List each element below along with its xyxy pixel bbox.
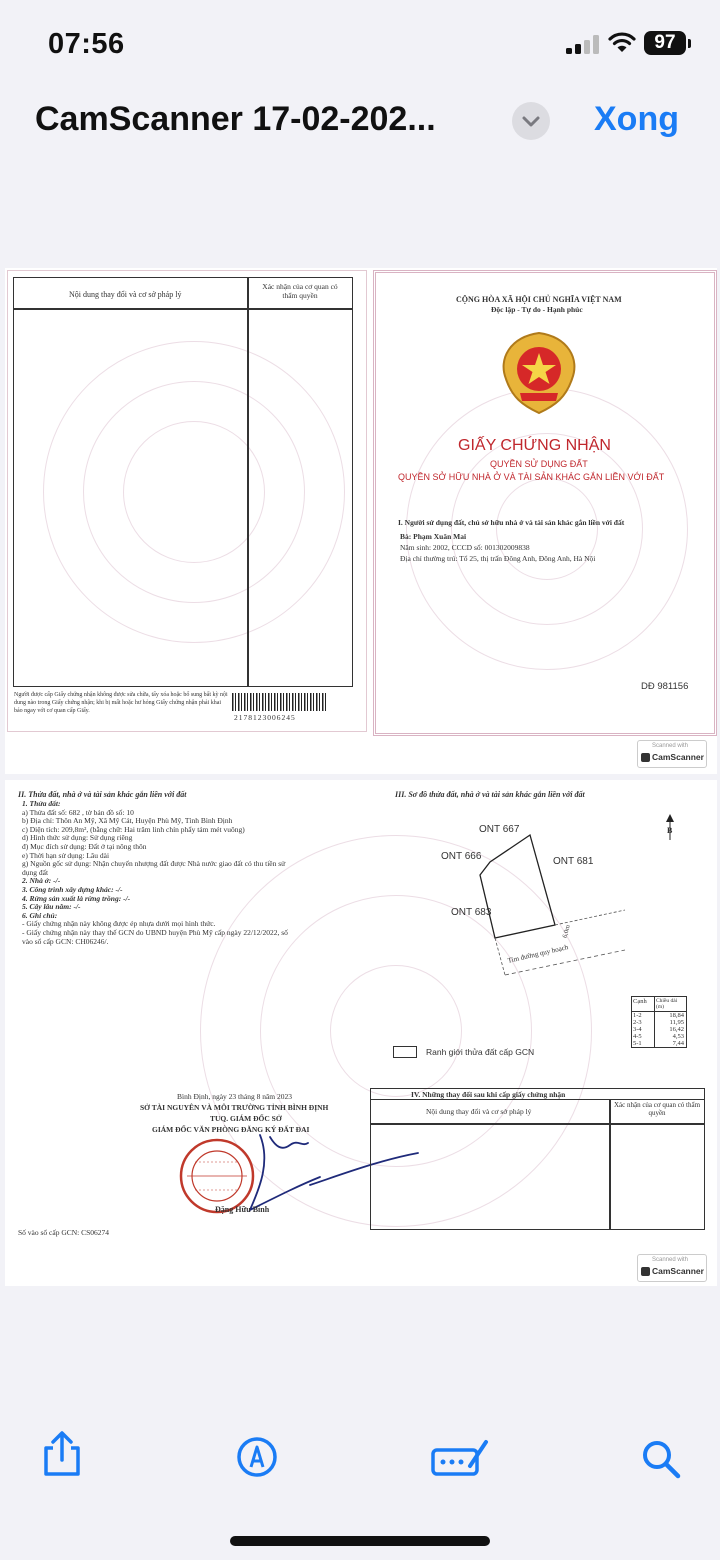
barcode: [232, 693, 327, 711]
changes-table: [13, 277, 353, 687]
search-icon[interactable]: [640, 1438, 682, 1480]
owner-address: Địa chỉ thường trú: Tổ 25, thị trấn Đông Anh, Đông Anh, Hà Nội: [400, 554, 596, 563]
section-i: I. Người sử dụng đất, chủ sở hữu nhà ở và tài sản khác gắn liền với đất: [398, 518, 625, 527]
home-indicator[interactable]: [230, 1536, 490, 1546]
legend-box: [393, 1046, 417, 1058]
section-iv-col1: Nội dung thay đổi và cơ sở pháp lý: [426, 1107, 532, 1116]
page-right-panel: [373, 270, 717, 736]
book-number: Số vào sổ cấp GCN: CS06274: [18, 1228, 110, 1237]
issue-date: Bình Định, ngày 23 tháng 8 năm 2023: [177, 1092, 292, 1101]
section-ii: II. Thửa đất, nhà ở và tài sản khác gắn liền với đất: [18, 790, 187, 799]
col-confirm: Xác nhận của cơ quan có thẩm quyền: [262, 282, 338, 300]
legend-label: Ranh giới thửa đất cấp GCN: [426, 1047, 535, 1057]
parcel-details: 1. Thửa đất: a) Thửa đất số: 682 , tờ bản đồ số: 10 b) Địa chỉ: Thôn An Mỹ, Xã Mỹ Cát, Huyện Phù Mỹ, Tỉnh Bình Định c) Diện tích: 209,8m², (bằng chữ: Hai trăm linh chín phẩy tám mét vuông) d) Hình thức sử dụng: Sử dụng riêng đ) Mục đích sử dụng: Đất ở tại nông thôn e) Thời hạn sử dụng: Lâu dài g) Nguồn gốc sử dụng: Nhận chuyển nhượng đất được Nhà nước giao đất có thu tiền sử dụng đất 2. Nhà ở: -/- 3. Công trình xây dựng khác: -/- 4. Rừng sản xuất là rừng trồng: -/- 5. Cây lâu năm: -/- 6. Ghi chú: - Giấy chứng nhận này không được ép nhựa dưới mọi hình thức. - Giấy chứng nhận này thay thế GCN do UBND huyện Phù Mỹ cấp ngày 22/12/2022, số vào sổ cấp GCN: CH06246/.: [22, 799, 288, 946]
certificate-sub2: QUYỀN SỞ HỮU NHÀ Ở VÀ TÀI SẢN KHÁC GẮN LIỀN VỚI ĐẤT: [398, 472, 665, 482]
issuing-org: SỞ TÀI NGUYÊN VÀ MÔI TRƯỜNG TỈNH BÌNH ĐỊNH: [140, 1103, 329, 1112]
markup-icon[interactable]: [236, 1436, 278, 1478]
serial-number: DĐ 981156: [641, 681, 689, 692]
status-time: 07:56: [48, 28, 125, 60]
owner-dob: Năm sinh: 2002, CCCD số: 001302009838: [400, 543, 530, 552]
page-left-panel: [7, 270, 367, 732]
title-menu-button[interactable]: [512, 102, 550, 140]
section-iv-table: [370, 1088, 705, 1230]
document-title[interactable]: CamScanner 17-02-202...: [35, 100, 436, 138]
warning-note: Người được cấp Giấy chứng nhận không được sửa chữa, tẩy xóa hoặc bổ sung bất kỳ nội dung nào trong Giấy chứng nhận; khi bị mất hoặc hư hỏng Giấy chứng nhận phải khai báo ngay với cơ quan cấp Giấy.: [14, 692, 228, 714]
signer-name: Đặng Hữu Bình: [215, 1205, 270, 1214]
section-iii: III. Sơ đồ thửa đất, nhà ở và tài sản khác gắn liền với đất: [395, 790, 585, 799]
edit-text-icon[interactable]: [430, 1438, 490, 1478]
owner-name: Bà: Phạm Xuân Mai: [400, 532, 467, 541]
map-label-681: ONT 681: [553, 856, 594, 867]
camscanner-watermark-2: Scanned with CamScanner: [637, 1254, 707, 1282]
done-button[interactable]: Xong: [594, 100, 679, 138]
section-iv-col2: Xác nhận của cơ quan có thẩm quyền: [613, 1101, 701, 1117]
scanned-page-2: [5, 780, 717, 1286]
battery-indicator: 97: [644, 31, 686, 55]
chevron-down-icon: [512, 102, 550, 140]
share-icon[interactable]: [40, 1430, 84, 1478]
map-label-667: ONT 667: [479, 824, 520, 835]
certificate-sub1: QUYỀN SỬ DỤNG ĐẤT: [490, 459, 588, 469]
motto: Độc lập - Tự do - Hạnh phúc: [491, 305, 583, 314]
signal-icon: [566, 34, 600, 54]
edge-length-table: Cạnh Chiều dài (m) 1-2 18,84 2-3 11,95 3-4 16,42 4-5 4,53 5-1 7,44: [631, 996, 687, 1048]
map-north: B: [667, 826, 673, 835]
nation-header: CỘNG HÒA XÃ HỘI CHỦ NGHĨA VIỆT NAM: [456, 295, 622, 304]
issuing-org-2: TUQ. GIÁM ĐỐC SỞ: [210, 1114, 282, 1123]
map-road-label: Tim đường quy hoạch: [506, 943, 569, 965]
scanned-page-1: [5, 268, 717, 774]
camscanner-watermark: Scanned with CamScanner: [637, 740, 707, 768]
issuing-org-3: GIÁM ĐỐC VĂN PHÒNG ĐĂNG KÝ ĐẤT ĐAI: [152, 1125, 310, 1134]
barcode-number: 2178123006245: [234, 713, 296, 722]
map-label-666: ONT 666: [441, 851, 482, 862]
map-dimension: 6,0m: [561, 924, 572, 939]
certificate-title: GIẤY CHỨNG NHẬN: [458, 437, 611, 454]
col-changes: Nội dung thay đổi và cơ sở pháp lý: [69, 290, 182, 299]
wifi-icon: [608, 31, 636, 53]
parcel-map: [425, 810, 715, 1000]
national-emblem-icon: [498, 331, 580, 415]
battery-cap: [688, 39, 691, 48]
section-iv-title: IV. Những thay đổi sau khi cấp giấy chứng nhận: [411, 1090, 566, 1099]
map-label-683: ONT 683: [451, 907, 492, 918]
